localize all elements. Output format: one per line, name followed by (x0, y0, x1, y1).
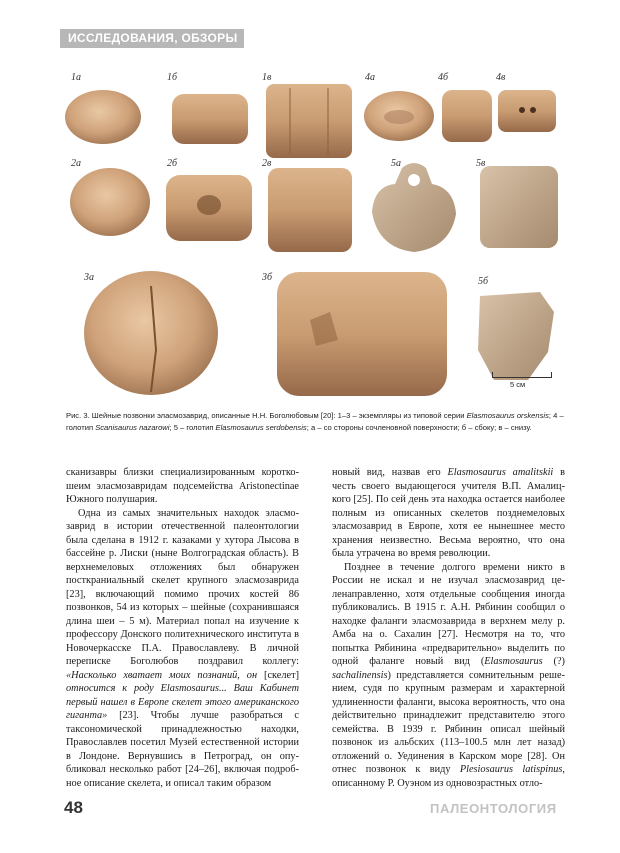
fig-label: 1б (167, 72, 178, 83)
fig-label: 4в (496, 72, 506, 83)
fossil-2a (70, 168, 150, 236)
fossil-5v (480, 166, 558, 248)
fig-label: 2а (71, 158, 81, 169)
fig-label: 5а (391, 158, 401, 169)
fossil-2v (268, 168, 352, 252)
figure-photos (0, 0, 620, 400)
scale-label: 5 см (510, 380, 526, 389)
fig-label: 4а (365, 72, 375, 83)
journal-name: ПАЛЕОНТОЛОГИЯ (430, 801, 557, 816)
page-number: 48 (64, 798, 83, 817)
fossil-4b (442, 90, 492, 142)
section-header: ИССЛЕДОВАНИЯ, ОБЗОРЫ (60, 29, 244, 48)
fig-label: 4б (438, 72, 449, 83)
fig-label: 1а (71, 72, 81, 83)
paragraph: сканизавры близки специализированным короткошеим эласмозавридам подсемейства Aristonectinae Южного полушария. (66, 467, 299, 505)
left-column (66, 466, 299, 790)
fig-label: 2б (167, 158, 178, 169)
paragraph: Позднее в течение долгого времени никто в России не искал и не изучал эласмозаврид целенаправленно, хотя отдельные сообщения иногда публиковались. В 1915 г. А.Н. Рябинин сообщил о находке фаланги эласмозаврида в верхнем мелу р. Амба на о. Сахалин [27]. Несмотря на то, что попытка Рябинина «предварительно» выделить по одной фаланге новый вид (Elasmosaurus (?) sachalinensis) представляется сомнительным решением, судя по крупным размерам и характерной удлиненности фаланги, высока вероятность, что она действительно принадлежит представителю этого семейства. В 1939 г. Рябинин описал шейный позвонок из альбских (113–100.5 млн лет назад) отложений о. Уединения в Карском море [28]. Он отнес позвонок к виду Plesiosaurus latispinus, описанному Р. Оуэном из одновозрастных отло- (332, 561, 565, 789)
fig-label: 3б (262, 272, 273, 283)
fig-label: 2в (262, 158, 272, 169)
paragraph: Одна из самых значительных находок эласмозаврид в истории отечественной палеонтологии была сделана в 1912 г. казаками у хутора Лысова в бассейне р. Лиски (ныне Волгоградская область). В верхнемеловых отложениях был обнаружен посткраниальный скелет крупного эласмозаврида [23], включающий помимо прочих костей 86 позвонков, 54 из которых – шейные (сохранившаяся длина шеи – 5 м). Материал попал на изучение к профессору Донского политехнического института в Новочеркасске П.А. Православлеву. В личной переписке Боголюбов поздравил коллегу: «Насколько хватает моих познаний, он [скелет] относится к роду Elasmosaurus... Ваш Кабинет первый нашел в Европе скелет этого американского гиганта» [23]. Чтобы лучше разобраться с таксономической принадлежностью находки, Православлев посетил Музей естественной истории в Лондоне. Вернувшись в Петроград, он опубликовал несколько работ [24–26], включая подробное описание скелета, и описал таким образом (66, 507, 299, 789)
fossil-1a (65, 90, 141, 144)
fossil-1b (172, 94, 248, 144)
fossil-4v (498, 90, 556, 132)
paragraph: новый вид, назвав его Elasmosaurus amalitskii в честь своего выдающегося учителя В.П. Амалицкого [25]. По сей день эта находка остается наиболее полным из описанных скелетов позднемеловых эласмозаврид в Европе, хотя ее нынешнее место хранения неизвестно. Весьма вероятно, что она была утрачена во время революции. (332, 467, 565, 559)
fig-label: 5в (476, 158, 486, 169)
figure-caption: Рис. 3. Шейные позвонки эласмозаврид, описанные Н.Н. Боголюбовым [20]: 1–3 – экземпляры из типовой серии Elasmosaurus orskensis; 4 – голотип Scanisaurus nazarowi; 5 – голотип Elasmosaurus serdobensis; а – со стороны сочленовной поверхности; б – сбоку; в – снизу. (66, 411, 564, 432)
fossil-1v (266, 84, 352, 158)
fig-label: 3а (84, 272, 94, 283)
fossil-3b (277, 272, 447, 396)
right-column (332, 466, 565, 790)
fig-label: 5б (478, 276, 489, 287)
fig-label: 1в (262, 72, 272, 83)
fossil-5b (478, 292, 554, 380)
scale-bar (492, 372, 552, 378)
